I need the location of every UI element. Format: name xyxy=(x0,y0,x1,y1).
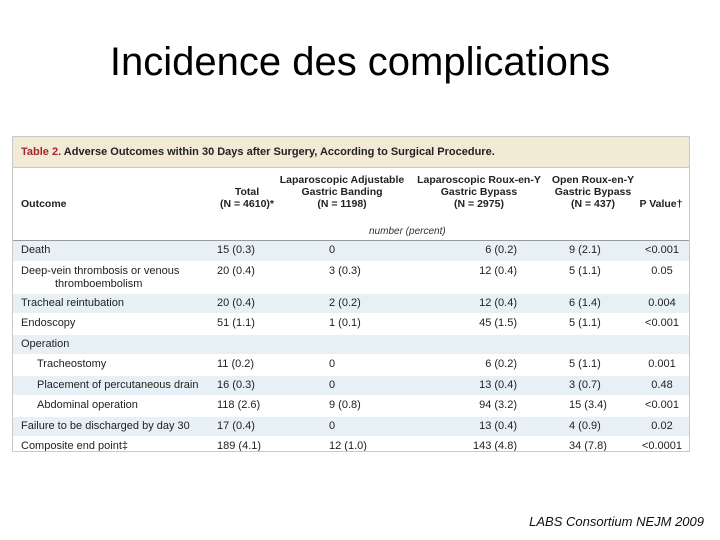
p-value-cell: 0.48 xyxy=(651,378,673,391)
open-roux-en-y-cell: 5 (1.1) xyxy=(569,317,601,329)
outcome-cell: Composite end point‡ xyxy=(21,440,129,452)
header-lap-roux-en-y-line3: (N = 2975) xyxy=(454,198,504,210)
table-caption xyxy=(13,137,689,168)
header-lap-roux-en-y-line1: Laparoscopic Roux-en-Y xyxy=(417,174,541,186)
total-cell: 118 (2.6) xyxy=(217,399,261,411)
table-row xyxy=(13,314,689,335)
outcome-cell: Death xyxy=(21,244,51,256)
header-banding-line3: (N = 1198) xyxy=(317,198,367,210)
banding-cell: 3 (0.3) xyxy=(329,264,361,277)
header-p-value: P Value† xyxy=(639,198,683,210)
unit-label: number (percent) xyxy=(369,226,446,237)
outcome-cell xyxy=(21,265,179,291)
banding-cell: 9 (0.8) xyxy=(329,399,361,411)
table-caption-label: Table 2. xyxy=(21,146,62,158)
table-row xyxy=(13,262,689,294)
total-cell: 15 (0.3) xyxy=(217,244,255,256)
p-value-cell: <0.001 xyxy=(645,244,679,256)
total-cell: 17 (0.4) xyxy=(217,419,255,432)
lap-roux-en-y-cell: 94 (3.2) xyxy=(479,399,517,411)
table-row xyxy=(13,294,689,315)
p-value-cell: 0.001 xyxy=(648,358,676,370)
total-cell: 51 (1.1) xyxy=(217,317,255,329)
banding-cell: 1 (0.1) xyxy=(329,317,361,329)
table-header-row xyxy=(13,168,689,226)
header-banding-line2: Gastric Banding xyxy=(301,186,383,198)
header-open-roux-en-y-line2: Gastric Bypass xyxy=(554,186,632,198)
lap-roux-en-y-cell: 45 (1.5) xyxy=(479,317,517,329)
header-total-line2: (N = 4610)* xyxy=(220,198,274,210)
lap-roux-en-y-cell: 143 (4.8) xyxy=(472,440,517,452)
open-roux-en-y-cell: 9 (2.1) xyxy=(569,244,601,256)
p-value-cell: 0.05 xyxy=(651,264,673,277)
unit-row xyxy=(13,226,689,241)
open-roux-en-y-cell: 4 (0.9) xyxy=(569,419,601,432)
lap-roux-en-y-cell: 6 (0.2) xyxy=(485,244,517,256)
lap-roux-en-y-cell: 13 (0.4) xyxy=(479,378,517,391)
banding-cell: 2 (0.2) xyxy=(329,296,361,309)
open-roux-en-y-cell: 6 (1.4) xyxy=(569,296,601,309)
total-cell: 20 (0.4) xyxy=(217,296,255,309)
p-value-cell: <0.001 xyxy=(645,317,679,329)
table-row xyxy=(13,437,689,452)
outcome-line2: thromboembolism xyxy=(55,277,143,290)
p-value-cell: <0.001 xyxy=(645,399,679,411)
adverse-outcomes-table xyxy=(12,136,690,452)
banding-cell: 0 xyxy=(329,378,336,391)
header-outcome: Outcome xyxy=(21,198,67,210)
header-banding-line1: Laparoscopic Adjustable xyxy=(279,174,405,186)
banding-cell: 0 xyxy=(329,358,336,370)
outcome-cell: Tracheal reintubation xyxy=(21,296,124,309)
header-open-roux-en-y xyxy=(541,174,645,210)
header-total-line1: Total xyxy=(234,186,260,198)
header-open-roux-en-y-line1: Open Roux-en-Y xyxy=(551,174,635,186)
header-lap-roux-en-y-line2: Gastric Bypass xyxy=(440,186,518,198)
table-row xyxy=(13,335,689,356)
table-row xyxy=(13,241,689,262)
header-open-roux-en-y-line3: (N = 437) xyxy=(570,198,616,210)
outcome-cell: Placement of percutaneous drain xyxy=(37,378,199,391)
p-value-cell: <0.0001 xyxy=(641,440,683,452)
p-value-cell: 0.02 xyxy=(651,419,673,432)
table-row xyxy=(13,355,689,376)
header-lap-roux-en-y xyxy=(409,174,549,210)
table-row xyxy=(13,376,689,397)
lap-roux-en-y-cell: 6 (0.2) xyxy=(485,358,517,370)
total-cell: 11 (0.2) xyxy=(217,358,255,370)
outcome-cell: Failure to be discharged by day 30 xyxy=(21,419,190,432)
total-cell: 20 (0.4) xyxy=(217,264,255,277)
open-roux-en-y-cell: 5 (1.1) xyxy=(569,358,601,370)
outcome-line1: Deep-vein thrombosis or venous xyxy=(21,264,180,277)
banding-cell: 0 xyxy=(329,419,336,432)
open-roux-en-y-cell: 34 (7.8) xyxy=(569,440,607,452)
outcome-cell: Endoscopy xyxy=(21,317,76,329)
table-row xyxy=(13,417,689,438)
outcome-cell: Abdominal operation xyxy=(37,399,138,411)
outcome-cell: Operation xyxy=(21,337,70,350)
header-banding xyxy=(277,174,407,210)
outcome-cell: Tracheostomy xyxy=(37,358,107,370)
lap-roux-en-y-cell: 12 (0.4) xyxy=(479,264,517,277)
open-roux-en-y-cell: 15 (3.4) xyxy=(569,399,607,411)
citation: LABS Consortium NEJM 2009 xyxy=(529,514,704,529)
lap-roux-en-y-cell: 12 (0.4) xyxy=(479,296,517,309)
banding-cell: 0 xyxy=(329,244,336,256)
lap-roux-en-y-cell: 13 (0.4) xyxy=(479,419,517,432)
total-cell: 189 (4.1) xyxy=(217,440,262,452)
open-roux-en-y-cell: 5 (1.1) xyxy=(569,264,601,277)
table-row xyxy=(13,396,689,417)
total-cell: 16 (0.3) xyxy=(217,378,255,391)
open-roux-en-y-cell: 3 (0.7) xyxy=(569,378,601,391)
table-caption-text: Adverse Outcomes within 30 Days after Surgery, According to Surgical Procedure. xyxy=(61,146,495,158)
slide-title: Incidence des complications xyxy=(109,40,611,84)
banding-cell: 12 (1.0) xyxy=(329,440,367,452)
p-value-cell: 0.004 xyxy=(648,296,676,309)
